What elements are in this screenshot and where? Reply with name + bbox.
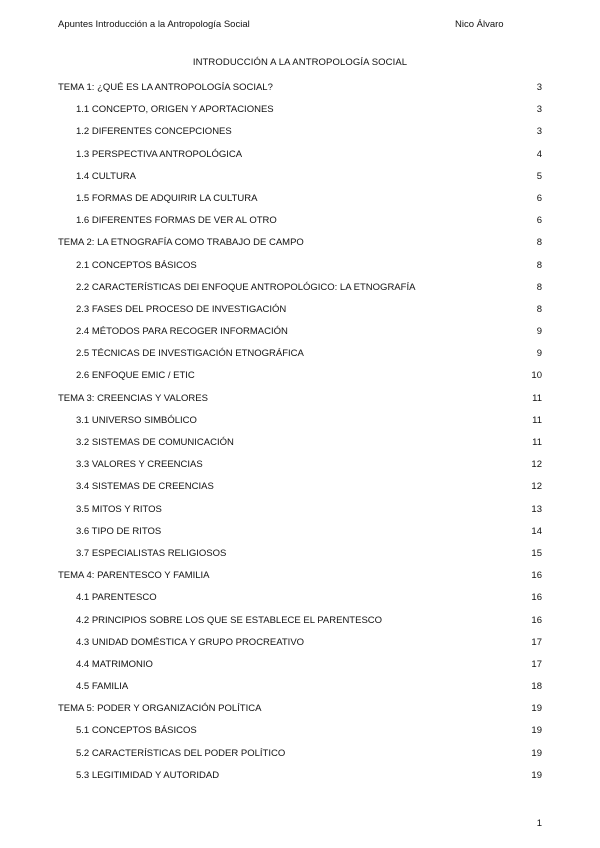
- toc-entry-label: TEMA 1: ¿QUÉ ES LA ANTROPOLOGÍA SOCIAL?: [58, 82, 273, 93]
- toc-entry-page: 17: [531, 636, 542, 648]
- toc-entry-label: 5.3 LEGITIMIDAD Y AUTORIDAD: [76, 769, 220, 781]
- toc-section-entry[interactable]: [0, 500, 600, 522]
- toc-chapter-entry[interactable]: [0, 233, 600, 255]
- toc-entry-page: 10: [531, 370, 542, 382]
- table-of-contents: [0, 78, 600, 788]
- toc-section-entry[interactable]: [0, 744, 600, 766]
- toc-entry-label: 4.3 UNIDAD DOMÉSTICA Y GRUPO PROCREATIVO: [76, 636, 305, 648]
- toc-entry-page: 18: [531, 681, 542, 693]
- toc-entry-label: 4.1 PARENTESCO: [76, 592, 157, 604]
- toc-section-entry[interactable]: [0, 189, 600, 211]
- toc-entry-page: 16: [531, 614, 542, 626]
- toc-entry-page: 14: [531, 525, 542, 537]
- toc-chapter-entry[interactable]: [0, 699, 600, 721]
- toc-section-entry[interactable]: [0, 300, 600, 322]
- toc-chapter-entry[interactable]: [0, 566, 600, 588]
- toc-entry-page: 6: [536, 215, 542, 227]
- toc-entry-label: 1.5 FORMAS DE ADQUIRIR LA CULTURA: [76, 192, 258, 204]
- toc-section-entry[interactable]: [0, 477, 600, 499]
- toc-entry-label: 1.1 CONCEPTO, ORIGEN Y APORTACIONES: [76, 104, 274, 116]
- toc-entry-label: 1.4 CULTURA: [76, 170, 137, 182]
- running-header-author: Nico Álvaro: [455, 19, 504, 30]
- toc-entry-page: 3: [536, 126, 542, 138]
- toc-entry-label: 3.4 SISTEMAS DE CREENCIAS: [76, 481, 214, 493]
- toc-section-entry[interactable]: [0, 633, 600, 655]
- toc-entry-page: 5: [536, 170, 542, 182]
- toc-section-entry[interactable]: [0, 211, 600, 233]
- toc-section-entry[interactable]: [0, 278, 600, 300]
- toc-entry-label: 1.6 DIFERENTES FORMAS DE VER AL OTRO: [76, 215, 277, 227]
- toc-entry-page: 11: [532, 414, 542, 426]
- toc-entry-page: 16: [531, 570, 542, 582]
- toc-entry-page: 13: [531, 503, 542, 515]
- toc-entry-label: 3.7 ESPECIALISTAS RELIGIOSOS: [76, 547, 227, 559]
- toc-entry-page: 12: [531, 459, 542, 471]
- toc-chapter-entry[interactable]: [0, 78, 600, 100]
- toc-entry-label: 2.3 FASES DEL PROCESO DE INVESTIGACIÓN: [76, 303, 287, 315]
- toc-section-entry[interactable]: [0, 122, 600, 144]
- toc-section-entry[interactable]: [0, 100, 600, 122]
- toc-entry-label: 2.4 MÉTODOS PARA RECOGER INFORMACIÓN: [76, 326, 288, 338]
- toc-entry-page: 12: [531, 481, 542, 493]
- toc-entry-page: 17: [531, 658, 542, 670]
- toc-entry-page: 9: [536, 348, 542, 360]
- toc-entry-page: 8: [536, 259, 542, 271]
- toc-entry-label: TEMA 2: LA ETNOGRAFÍA COMO TRABAJO DE CAMPO: [58, 237, 304, 249]
- toc-entry-page: 3: [536, 104, 542, 116]
- toc-section-entry[interactable]: [0, 655, 600, 677]
- toc-entry-label: TEMA 3: CREENCIAS Y VALORES: [58, 392, 208, 404]
- toc-section-entry[interactable]: [0, 322, 600, 344]
- toc-entry-label: 5.1 CONCEPTOS BÁSICOS: [76, 725, 197, 737]
- toc-section-entry[interactable]: [0, 256, 600, 278]
- toc-entry-page: 19: [531, 703, 542, 715]
- toc-entry-page: 4: [536, 148, 542, 160]
- toc-section-entry[interactable]: [0, 522, 600, 544]
- document-title: INTRODUCCIÓN A LA ANTROPOLOGÍA SOCIAL: [192, 57, 408, 68]
- toc-chapter-entry[interactable]: [0, 389, 600, 411]
- toc-entry-page: 19: [531, 725, 542, 737]
- toc-section-entry[interactable]: [0, 588, 600, 610]
- toc-entry-page: 9: [536, 326, 542, 338]
- toc-section-entry[interactable]: [0, 455, 600, 477]
- toc-section-entry[interactable]: [0, 411, 600, 433]
- toc-entry-page: 8: [536, 303, 542, 315]
- toc-entry-page: 19: [531, 769, 542, 781]
- toc-section-entry[interactable]: [0, 766, 600, 788]
- toc-entry-page: 16: [531, 592, 542, 604]
- toc-section-entry[interactable]: [0, 366, 600, 388]
- toc-entry-page: 8: [536, 281, 542, 293]
- toc-entry-label: 3.6 TIPO DE RITOS: [76, 525, 162, 537]
- toc-entry-label: 3.1 UNIVERSO SIMBÓLICO: [76, 414, 197, 426]
- toc-entry-label: TEMA 5: PODER Y ORGANIZACIÓN POLÍTICA: [58, 703, 262, 715]
- toc-entry-page: 11: [532, 437, 542, 448]
- toc-entry-page: 8: [536, 237, 542, 249]
- running-header-title: Apuntes Introducción a la Antropología Social: [58, 19, 250, 30]
- toc-section-entry[interactable]: [0, 344, 600, 366]
- toc-entry-label: TEMA 4: PARENTESCO Y FAMILIA: [58, 570, 210, 582]
- toc-entry-label: 2.2 CARACTERÍSTICAS DEl ENFOQUE ANTROPOLÓGICO: LA ETNOGRAFÍA: [76, 281, 416, 293]
- toc-entry-label: 4.4 MATRIMONIO: [76, 658, 153, 670]
- toc-entry-label: 1.3 PERSPECTIVA ANTROPOLÓGICA: [76, 148, 243, 160]
- toc-entry-page: 15: [531, 547, 542, 559]
- toc-entry-label: 3.5 MITOS Y RITOS: [76, 503, 162, 515]
- toc-entry-label: 3.2 SISTEMAS DE COMUNICACIÓN: [76, 437, 234, 448]
- toc-section-entry[interactable]: [0, 611, 600, 633]
- toc-entry-page: 6: [536, 192, 542, 204]
- page-number: 1: [536, 818, 542, 829]
- toc-section-entry[interactable]: [0, 721, 600, 743]
- toc-section-entry[interactable]: [0, 544, 600, 566]
- toc-section-entry[interactable]: [0, 145, 600, 167]
- toc-entry-label: 4.5 FAMILIA: [76, 681, 129, 693]
- toc-entry-page: 11: [532, 392, 542, 404]
- toc-entry-label: 2.6 ENFOQUE EMIC / ETIC: [76, 370, 195, 382]
- toc-section-entry[interactable]: [0, 433, 600, 455]
- toc-entry-label: 1.2 DIFERENTES CONCEPCIONES: [76, 126, 232, 138]
- toc-entry-label: 2.5 TÉCNICAS DE INVESTIGACIÓN ETNOGRÁFICA: [76, 348, 304, 360]
- toc-entry-label: 5.2 CARACTERÍSTICAS DEL PODER POLÍTICO: [76, 747, 286, 759]
- toc-entry-page: 19: [531, 747, 542, 759]
- toc-entry-label: 2.1 CONCEPTOS BÁSICOS: [76, 259, 197, 271]
- toc-entry-label: 4.2 PRINCIPIOS SOBRE LOS QUE SE ESTABLECE EL PARENTESCO: [76, 614, 383, 626]
- toc-entry-label: 3.3 VALORES Y CREENCIAS: [76, 459, 203, 471]
- toc-section-entry[interactable]: [0, 677, 600, 699]
- toc-section-entry[interactable]: [0, 167, 600, 189]
- toc-entry-page: 3: [536, 82, 542, 93]
